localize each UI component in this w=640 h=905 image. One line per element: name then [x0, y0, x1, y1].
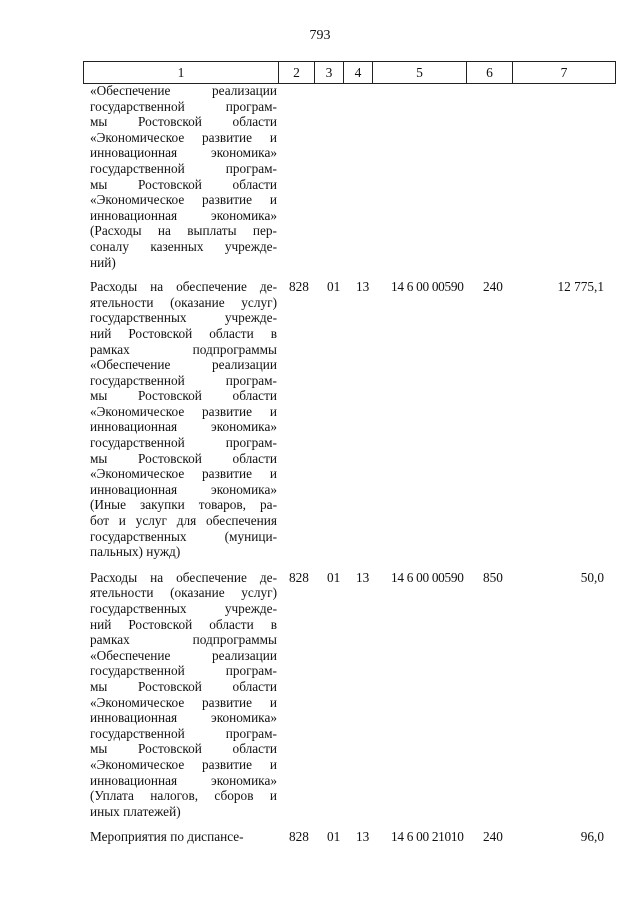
description-line: мы Ростовской области — [90, 388, 277, 404]
cell-c5: 14 6 00 21010 — [391, 829, 464, 845]
cell-c7: 96,0 — [580, 829, 604, 845]
description-line: «Экономическое развитие и — [90, 466, 277, 482]
description-line: ний) — [90, 254, 116, 270]
description-line: (Иные закупки товаров, ра- — [90, 497, 277, 513]
description-line: бот и услуг для обеспечения — [90, 513, 277, 529]
description-line: иных платежей) — [90, 803, 181, 819]
description-line: Расходы на обеспечение де- — [90, 279, 277, 295]
table-header — [83, 61, 616, 84]
row-description — [90, 83, 277, 270]
description-line: государственных учрежде- — [90, 601, 277, 616]
cell-c3: 01 — [327, 279, 341, 295]
description-line: мы Ростовской области — [90, 176, 277, 192]
description-line: мы Ростовской области — [90, 114, 277, 130]
header-col-2: 2 — [279, 62, 315, 84]
description-line: пальных) нужд) — [90, 544, 181, 560]
cell-c5: 14 6 00 00590 — [391, 279, 464, 295]
description-line: инновационная экономика» — [90, 207, 277, 223]
cell-c3: 01 — [327, 569, 341, 585]
description-line: «Обеспечение реализации — [90, 647, 277, 663]
description-line: «Обеспечение реализации — [90, 357, 277, 373]
header-col-6: 6 — [467, 62, 513, 84]
cell-c6: 240 — [483, 279, 503, 295]
description-line: ний Ростовской области в — [90, 616, 277, 632]
row-description — [90, 829, 277, 845]
table-row — [0, 279, 640, 560]
description-line: рамках подпрограммы — [90, 632, 277, 648]
table-body — [0, 83, 640, 845]
description-line: государственной програм- — [90, 98, 277, 114]
header-col-1: 1 — [84, 62, 279, 84]
header-col-5: 5 — [373, 62, 467, 84]
description-line: Мероприятия по диспансе- — [90, 829, 244, 845]
cell-c6: 850 — [483, 569, 503, 585]
header-col-7: 7 — [513, 62, 616, 84]
cell-c2: 828 — [289, 569, 309, 585]
description-line: инновационная экономика» — [90, 710, 277, 726]
description-line: (Уплата налогов, сборов и — [90, 788, 277, 804]
description-line: соналу казенных учрежде- — [90, 238, 277, 254]
description-line: инновационная экономика» — [90, 481, 277, 497]
description-line: инновационная экономика» — [90, 145, 277, 161]
description-line: мы Ростовской области — [90, 741, 277, 757]
description-line: государственной програм- — [90, 663, 277, 679]
page-number: 793 — [309, 28, 331, 43]
description-line: государственной програм- — [90, 160, 277, 176]
table-row — [0, 83, 640, 270]
description-line: государственной програм- — [90, 725, 277, 741]
cell-c7: 50,0 — [580, 569, 604, 585]
table-row — [0, 829, 640, 845]
description-line: «Экономическое развитие и — [90, 192, 277, 208]
cell-c5: 14 6 00 00590 — [391, 569, 464, 585]
cell-c6: 240 — [483, 829, 503, 845]
description-line: государственной програм- — [90, 372, 277, 388]
description-line: мы Ростовской области — [90, 450, 277, 466]
row-description — [90, 279, 277, 560]
description-line: Расходы на обеспечение де- — [90, 569, 277, 585]
header-col-3: 3 — [315, 62, 344, 84]
description-line: ятельности (оказание услуг) — [90, 294, 277, 310]
description-line: государственных учрежде- — [90, 310, 277, 326]
table-row — [0, 570, 640, 820]
cell-c3: 01 — [327, 829, 341, 845]
cell-c4: 13 — [356, 829, 370, 845]
description-line: «Экономическое развитие и — [90, 756, 277, 772]
cell-c2: 828 — [289, 279, 309, 295]
description-line: государственных (муници- — [90, 528, 277, 544]
description-line: «Обеспечение реализации — [90, 83, 277, 98]
description-line: инновационная экономика» — [90, 772, 277, 788]
description-line: «Экономическое развитие и — [90, 403, 277, 419]
description-line: ний Ростовской области в — [90, 325, 277, 341]
description-line: рамках подпрограммы — [90, 341, 277, 357]
description-line: инновационная экономика» — [90, 419, 277, 435]
description-line: «Экономическое развитие и — [90, 694, 277, 710]
description-line: «Экономическое развитие и — [90, 129, 277, 145]
header-col-4: 4 — [344, 62, 373, 84]
description-line: мы Ростовской области — [90, 678, 277, 694]
description-line: государственной програм- — [90, 435, 277, 451]
cell-c2: 828 — [289, 829, 309, 845]
row-description — [90, 570, 277, 820]
cell-c4: 13 — [356, 569, 370, 585]
description-line: (Расходы на выплаты пер- — [90, 223, 277, 239]
cell-c4: 13 — [356, 279, 370, 295]
description-line: ятельности (оказание услуг) — [90, 585, 277, 601]
cell-c7: 12 775,1 — [557, 279, 604, 295]
